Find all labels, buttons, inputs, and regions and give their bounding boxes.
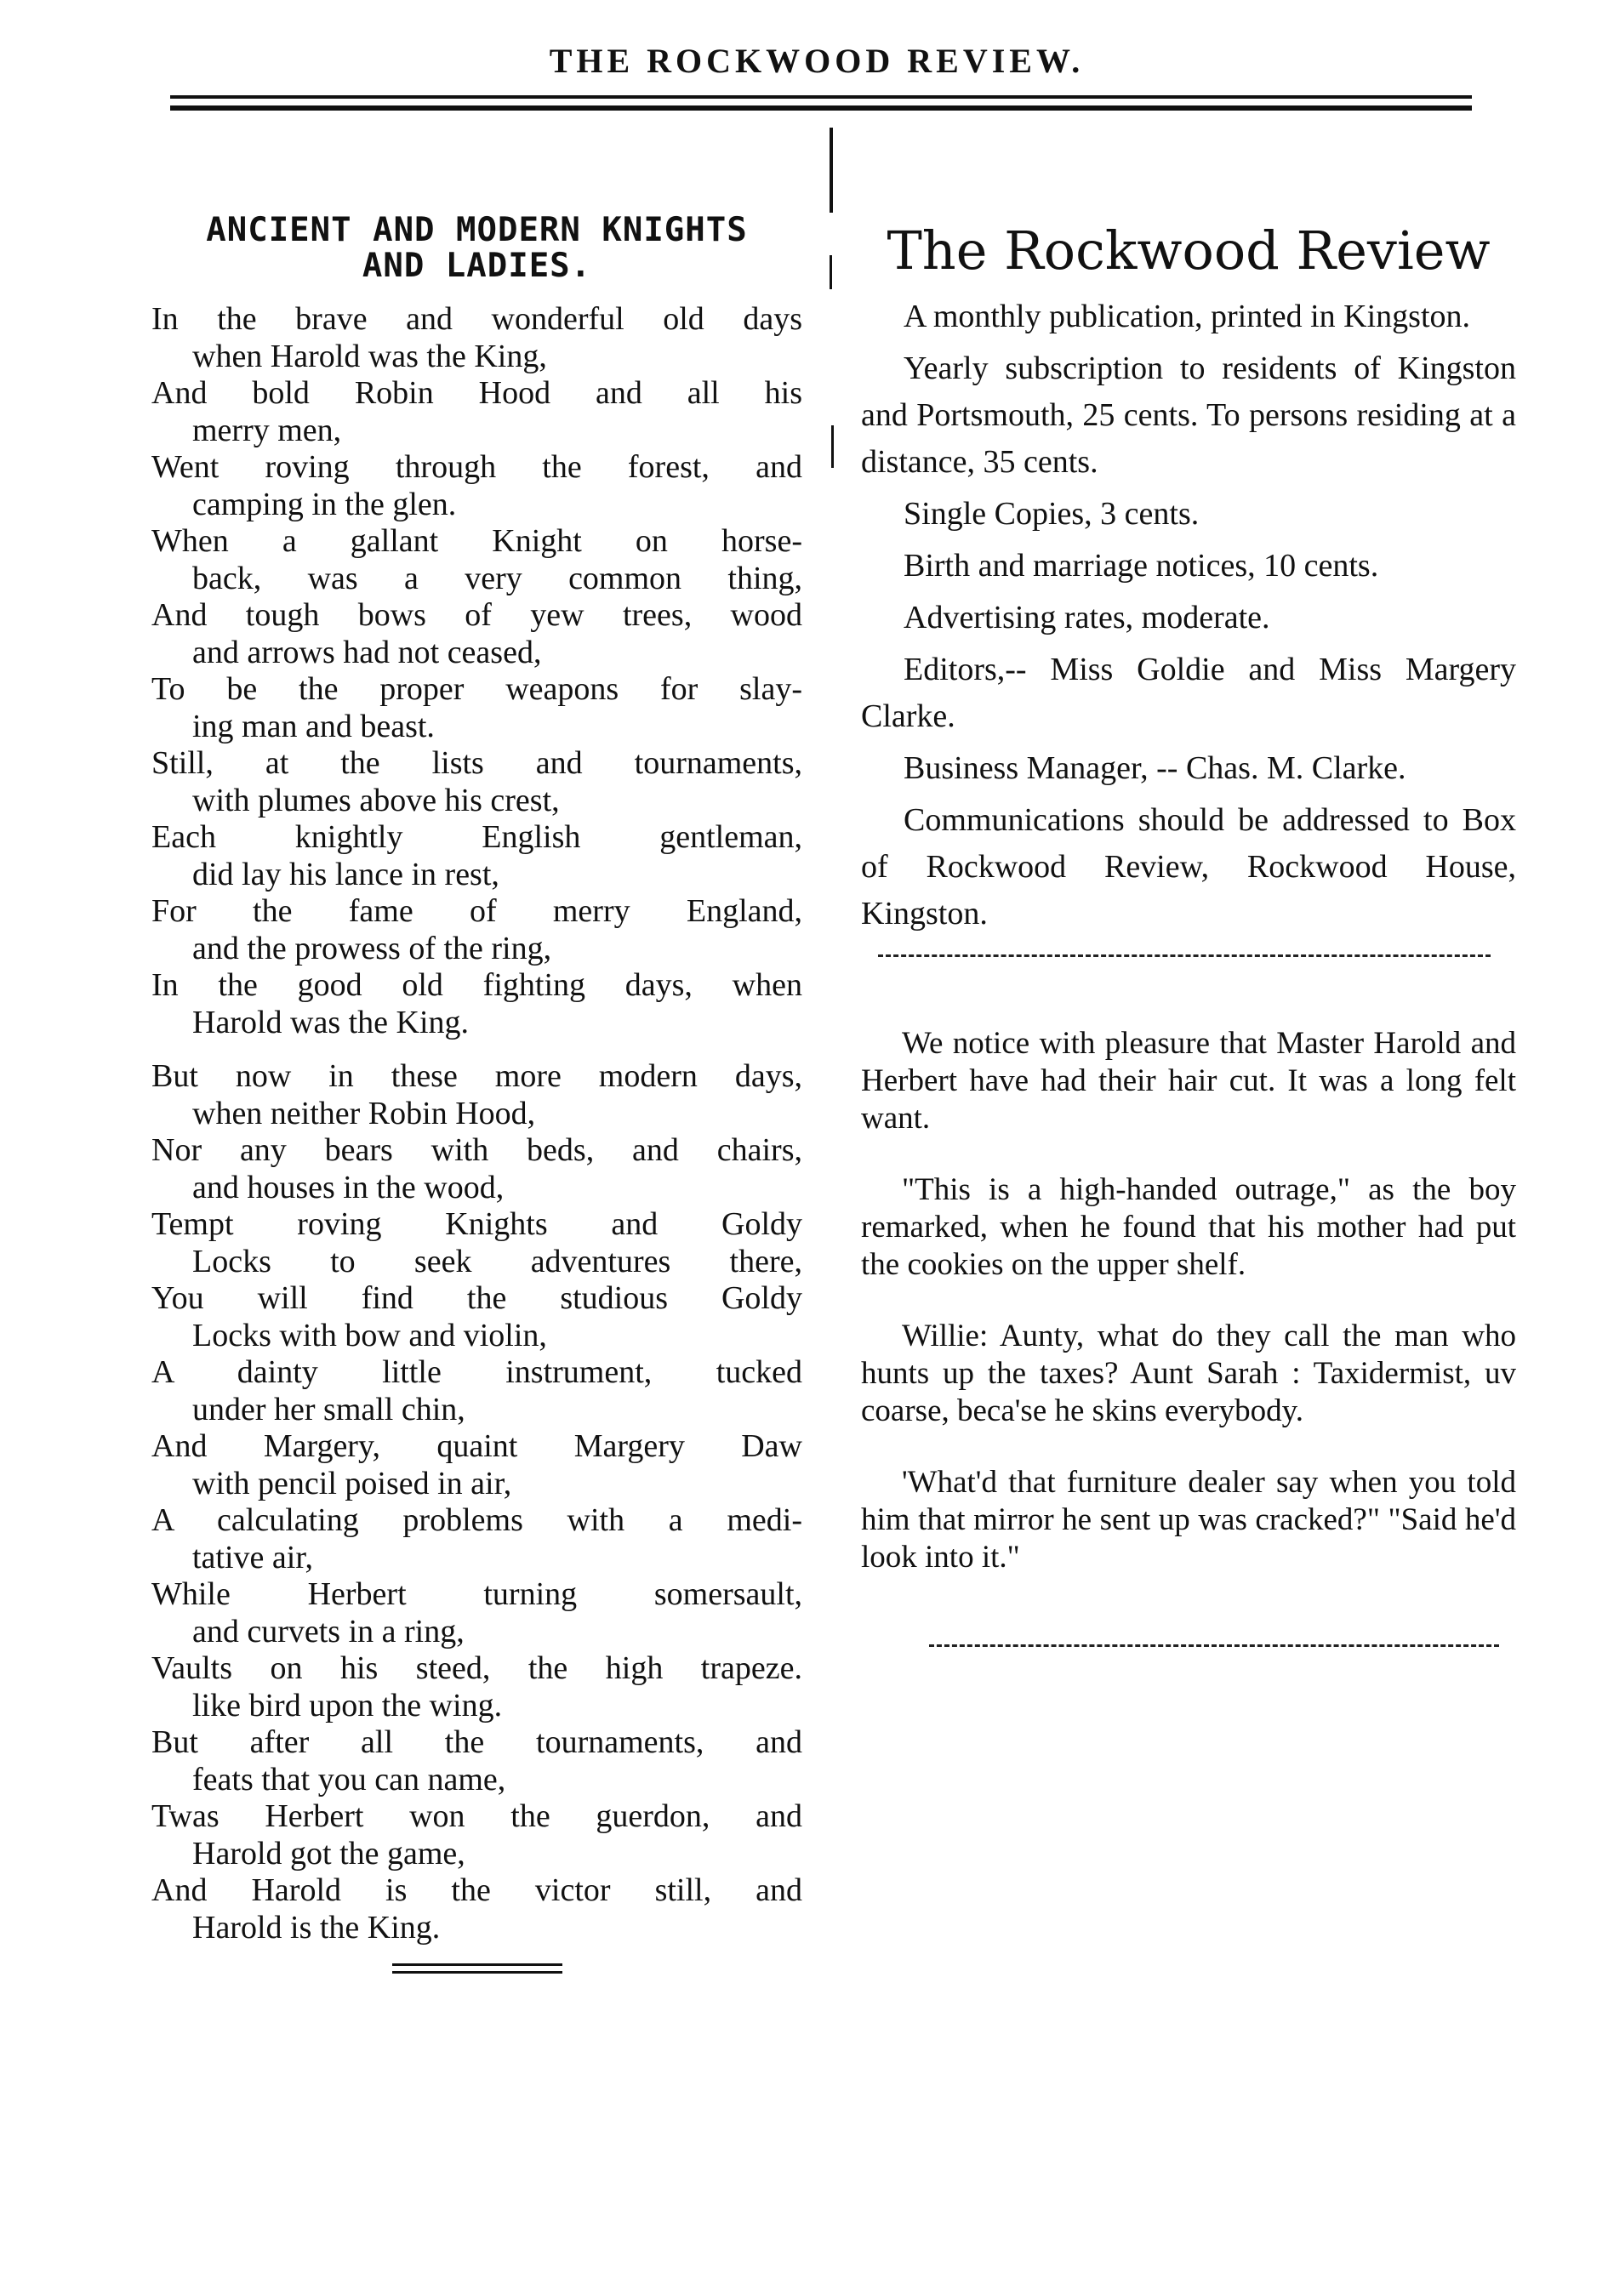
poem-line: under her small chin,: [192, 1391, 465, 1427]
poem-line: When a gallant Knight on horse-: [151, 523, 802, 559]
poem-title-line: AND LADIES.: [362, 247, 592, 285]
poem-line: In the good old fighting days, when: [151, 967, 802, 1003]
poem-column: [151, 213, 802, 1979]
poem-line: And Margery, quaint Margery Daw: [151, 1428, 802, 1464]
poem-line: with pencil poised in air,: [192, 1465, 512, 1501]
notices-info: Birth and marriage notices, 10 cents.: [904, 548, 1379, 584]
header-rule-top: [170, 95, 1472, 99]
poem-line: To be the proper weapons for slay-: [151, 671, 802, 707]
poem-line: Harold was the King.: [192, 1004, 470, 1040]
poem-line: Went roving through the forest, and: [151, 449, 802, 485]
poem-end-rule-line: [392, 1963, 562, 1966]
poem-line: back, was a very common thing,: [192, 560, 802, 596]
column-end-rule: [929, 1644, 1499, 1647]
poem-line: And Harold is the victor still, and: [151, 1872, 802, 1908]
note-paragraph: Willie: Aunty, what do they call the man who hunts up the taxes? Aunt Sarah : Taxidermist, uv coarse, beca'se he skins everybody.: [861, 1319, 1516, 1428]
poem-line: with plumes above his crest,: [192, 782, 560, 818]
poem-line: when Harold was the King,: [192, 338, 547, 374]
poem-title-line: ANCIENT AND MODERN KNIGHTS: [206, 211, 748, 249]
communications-info: Communications should be addressed to Box of Rockwood Review, Rockwood House, Kingston.: [861, 802, 1516, 932]
note-paragraph: "This is a high-handed outrage," as the boy remarked, when he found that his mother had put the cookies on the upper shelf.: [861, 1172, 1516, 1282]
poem-line: and curvets in a ring,: [192, 1613, 465, 1649]
poem-line: tative air,: [192, 1539, 313, 1575]
poem-stanza: [151, 1058, 802, 1946]
poem-line: like bird upon the wing.: [192, 1687, 503, 1723]
poem-line: and the prowess of the ring,: [192, 930, 552, 966]
poem-line: But after all the tournaments, and: [151, 1724, 802, 1760]
poem-line: and houses in the wood,: [192, 1169, 505, 1205]
poem-line: A calculating problems with a medi-: [151, 1502, 802, 1538]
editors-info: Editors,-- Miss Goldie and Miss Margery Clarke.: [861, 652, 1516, 734]
column-divider-mark: [831, 425, 834, 468]
poem-line: Tempt roving Knights and Goldy: [151, 1206, 802, 1242]
running-header: THE ROCKWOOD REVIEW.: [549, 42, 1085, 80]
column-divider-mark: [830, 255, 832, 289]
poem-line: merry men,: [192, 412, 342, 448]
poem-line: Vaults on his steed, the high trapeze.: [151, 1650, 802, 1686]
note-paragraph: 'What'd that furniture dealer say when you told him that mirror he sent up was cracked?" "Said he'd look into it.": [861, 1465, 1516, 1575]
single-copies-info: Single Copies, 3 cents.: [904, 496, 1200, 532]
poem-line: Still, at the lists and tournaments,: [151, 745, 802, 781]
poem-line: You will find the studious Goldy: [151, 1280, 802, 1316]
masthead: The Rockwood Review: [887, 219, 1491, 282]
business-manager-info: Business Manager, -- Chas. M. Clarke.: [904, 750, 1406, 786]
poem-end-rule: [392, 1963, 562, 1974]
header-rule-bottom: [170, 105, 1472, 111]
poem-line: Locks to seek adventures there,: [192, 1243, 802, 1279]
poem-line: feats that you can name,: [192, 1761, 506, 1797]
poem-line: Each knightly English gentleman,: [151, 819, 802, 855]
poem-line: And bold Robin Hood and all his: [151, 375, 802, 411]
poem-line: ing man and beast.: [192, 708, 435, 744]
subscription-info: Yearly subscription to residents of Kingston and Portsmouth, 25 cents. To persons residing at a distance, 35 cents.: [861, 350, 1516, 480]
poem-line: A dainty little instrument, tucked: [151, 1354, 802, 1390]
column-divider: [830, 128, 833, 213]
note-paragraph: We notice with pleasure that Master Harold and Herbert have had their hair cut. It was a long felt want.: [861, 1026, 1516, 1136]
poem-line: Harold got the game,: [192, 1835, 465, 1872]
poem-end-rule-line: [392, 1971, 562, 1974]
poem-line: But now in these more modern days,: [151, 1058, 802, 1094]
poem-line: For the fame of merry England,: [151, 893, 802, 929]
poem-line: did lay his lance in rest,: [192, 856, 499, 892]
advertising-info: Advertising rates, moderate.: [904, 600, 1270, 635]
poem-line: While Herbert turning somersault,: [151, 1576, 802, 1612]
poem-line: Locks with bow and violin,: [192, 1317, 547, 1353]
poem-title: [151, 213, 802, 284]
poem-line: Twas Herbert won the guerdon, and: [151, 1798, 802, 1834]
poem-line: when neither Robin Hood,: [192, 1095, 536, 1131]
poem-line: camping in the glen.: [192, 486, 457, 522]
poem-line: and arrows had not ceased,: [192, 634, 542, 670]
poem-stanza: [151, 301, 802, 1041]
poem-line: In the brave and wonderful old days: [151, 301, 802, 337]
publication-info: A monthly publication, printed in Kingston.: [904, 299, 1471, 334]
poem-line: And tough bows of yew trees, wood: [151, 597, 802, 633]
poem-line: Nor any bears with beds, and chairs,: [151, 1132, 802, 1168]
poem-line: Harold is the King.: [192, 1909, 441, 1946]
review-column: [861, 217, 1516, 1647]
